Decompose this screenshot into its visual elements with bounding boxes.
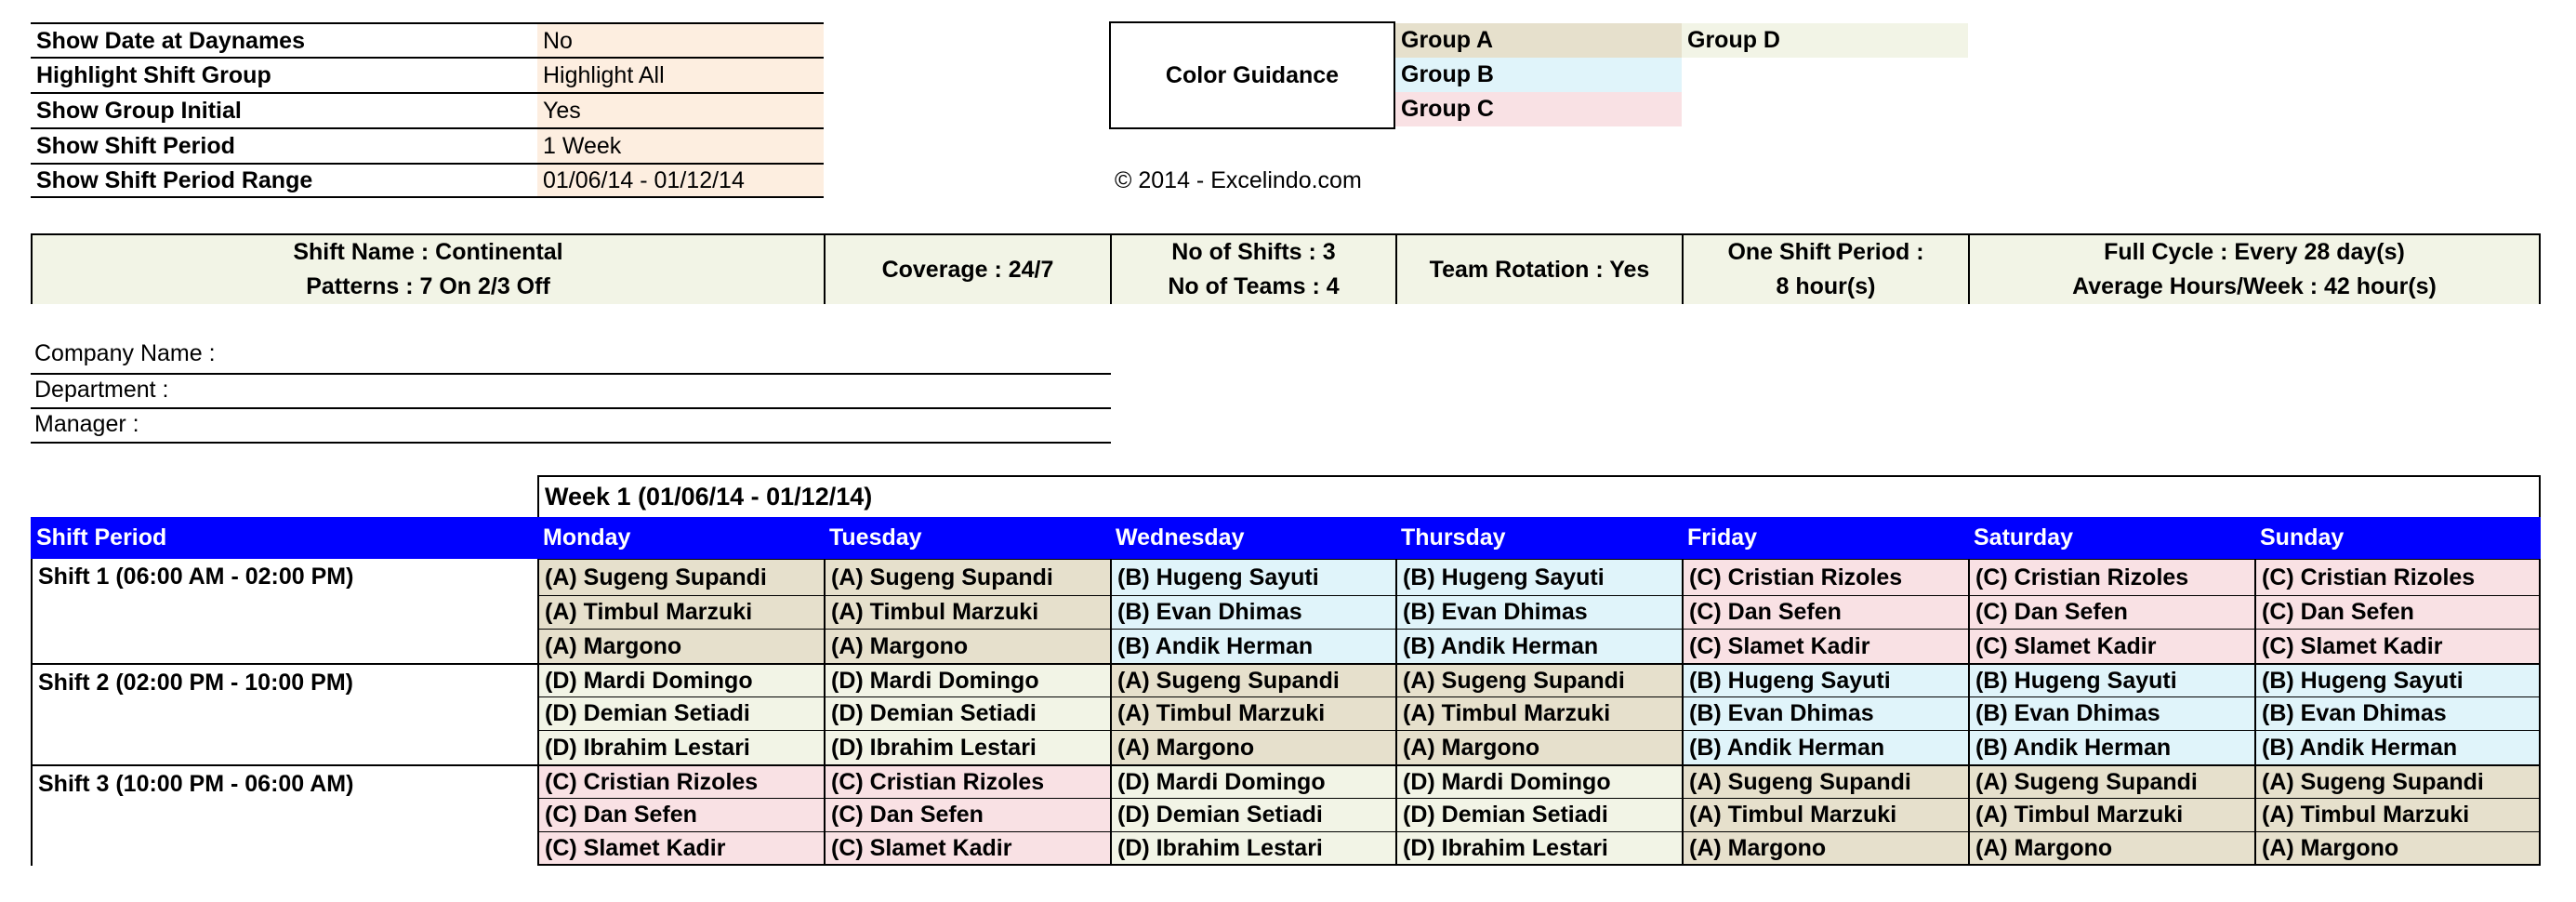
shifts-teams-cell <box>1110 233 1395 304</box>
schedule-cell[interactable]: (C) Slamet Kadir <box>824 831 1110 866</box>
schedule-cell[interactable]: (A) Timbul Marzuki <box>1682 798 1968 831</box>
schedule-cell[interactable]: (A) Margono <box>537 629 824 663</box>
full-cycle-cell-line1: Full Cycle : Every 28 day(s) <box>2104 239 2405 265</box>
setting-value[interactable]: 1 Week <box>537 127 824 163</box>
schedule-cell[interactable]: (B) Evan Dhimas <box>2254 696 2541 730</box>
color-guidance-box <box>1109 21 1395 129</box>
schedule-cell[interactable]: (C) Dan Sefen <box>824 798 1110 831</box>
schedule-cell[interactable]: (B) Hugeng Sayuti <box>1682 663 1968 696</box>
schedule-cell[interactable]: (B) Andik Herman <box>1968 730 2254 764</box>
schedule-cell[interactable]: (D) Ibrahim Lestari <box>537 730 824 764</box>
coverage-cell <box>824 233 1110 304</box>
shift-name-cell <box>31 233 824 304</box>
header-shift-period: Shift Period <box>31 517 537 559</box>
shifts-teams-cell-line1: No of Shifts : 3 <box>1171 239 1336 265</box>
company-name-label: Company Name : <box>34 340 216 366</box>
setting-label: Highlight Shift Group <box>31 57 537 92</box>
coverage-cell-line1: Coverage : 24/7 <box>881 256 1054 283</box>
manager-label: Manager : <box>34 411 139 437</box>
shift-period-cell <box>1682 233 1968 304</box>
schedule-cell[interactable]: (D) Mardi Domingo <box>1395 764 1682 798</box>
company-name-line <box>31 373 1111 375</box>
schedule-cell[interactable]: (C) Dan Sefen <box>1682 595 1968 629</box>
legend-group-d: Group D <box>1682 23 1968 58</box>
schedule-cell[interactable]: (A) Margono <box>824 629 1110 663</box>
schedule-cell[interactable]: (D) Demian Setiadi <box>537 696 824 730</box>
schedule-cell[interactable]: (B) Hugeng Sayuti <box>1110 559 1395 595</box>
schedule-cell[interactable]: (A) Sugeng Supandi <box>1395 663 1682 696</box>
schedule-cell[interactable]: (D) Ibrahim Lestari <box>824 730 1110 764</box>
shifts-teams-cell-line2: No of Teams : 4 <box>1168 273 1340 299</box>
setting-label: Show Date at Daynames <box>31 22 537 58</box>
schedule-cell[interactable]: (B) Hugeng Sayuti <box>2254 663 2541 696</box>
legend-group-a: Group A <box>1395 23 1682 58</box>
schedule-cell[interactable]: (D) Demian Setiadi <box>824 696 1110 730</box>
header-tuesday: Tuesday <box>824 517 1110 559</box>
schedule-cell[interactable]: (D) Ibrahim Lestari <box>1110 831 1395 866</box>
setting-label: Show Group Initial <box>31 92 537 127</box>
schedule-cell[interactable]: (A) Timbul Marzuki <box>1968 798 2254 831</box>
schedule-cell[interactable]: (B) Evan Dhimas <box>1395 595 1682 629</box>
legend-group-c: Group C <box>1395 92 1682 126</box>
full-cycle-cell <box>1968 233 2541 304</box>
schedule-cell[interactable]: (C) Slamet Kadir <box>2254 629 2541 663</box>
shift-name-cell: Shift 1 (06:00 AM - 02:00 PM) <box>31 559 537 663</box>
schedule-cell[interactable]: (A) Sugeng Supandi <box>1682 764 1968 798</box>
copyright-text: © 2014 - Excelindo.com <box>1115 167 1362 193</box>
schedule-cell[interactable]: (B) Evan Dhimas <box>1682 696 1968 730</box>
schedule-cell[interactable]: (B) Hugeng Sayuti <box>1968 663 2254 696</box>
shift-name-cell: Shift 3 (10:00 PM - 06:00 AM) <box>31 764 537 866</box>
schedule-cell[interactable]: (D) Demian Setiadi <box>1395 798 1682 831</box>
setting-label: Show Shift Period Range <box>31 163 537 198</box>
schedule-cell[interactable]: (C) Dan Sefen <box>2254 595 2541 629</box>
schedule-cell[interactable]: (C) Cristian Rizoles <box>1968 559 2254 595</box>
team-rotation-cell-line1: Team Rotation : Yes <box>1429 256 1650 283</box>
header-thursday: Thursday <box>1395 517 1682 559</box>
schedule-cell[interactable]: (C) Cristian Rizoles <box>1682 559 1968 595</box>
header-wednesday: Wednesday <box>1110 517 1395 559</box>
department-line <box>31 407 1111 409</box>
week-title-cell <box>537 475 2541 517</box>
schedule-cell[interactable]: (B) Andik Herman <box>2254 730 2541 764</box>
header-sunday: Sunday <box>2254 517 2541 559</box>
schedule-cell[interactable]: (B) Andik Herman <box>1395 629 1682 663</box>
schedule-cell[interactable]: (B) Andik Herman <box>1110 629 1395 663</box>
schedule-cell[interactable]: (C) Slamet Kadir <box>1968 629 2254 663</box>
shift-name-cell-line1: Shift Name : Continental <box>293 239 563 265</box>
setting-value[interactable]: Highlight All <box>537 57 824 92</box>
shift-period-cell-line1: One Shift Period : <box>1727 239 1924 265</box>
schedule-cell[interactable]: (A) Sugeng Supandi <box>1110 663 1395 696</box>
department-label: Department : <box>34 377 169 403</box>
team-rotation-cell <box>1395 233 1682 304</box>
schedule-cell[interactable]: (A) Margono <box>1968 831 2254 866</box>
schedule-cell[interactable]: (D) Demian Setiadi <box>1110 798 1395 831</box>
schedule-cell[interactable]: (A) Timbul Marzuki <box>1110 696 1395 730</box>
schedule-cell[interactable]: (C) Slamet Kadir <box>537 831 824 866</box>
schedule-cell[interactable]: (C) Cristian Rizoles <box>824 764 1110 798</box>
schedule-cell[interactable]: (C) Slamet Kadir <box>1682 629 1968 663</box>
setting-value[interactable]: Yes <box>537 92 824 127</box>
schedule-cell[interactable]: (D) Ibrahim Lestari <box>1395 831 1682 866</box>
shift-period-cell-line2: 8 hour(s) <box>1776 273 1876 299</box>
schedule-cell[interactable]: (B) Evan Dhimas <box>1968 696 2254 730</box>
shift-name-cell: Shift 2 (02:00 PM - 10:00 PM) <box>31 663 537 764</box>
schedule-cell[interactable]: (A) Sugeng Supandi <box>2254 764 2541 798</box>
legend-group-b: Group B <box>1395 58 1682 92</box>
color-guidance-title: Color Guidance <box>1165 61 1340 88</box>
schedule-cell[interactable]: (A) Margono <box>1395 730 1682 764</box>
shift-name-cell-line2: Patterns : 7 On 2/3 Off <box>306 273 550 299</box>
week-title: Week 1 (01/06/14 - 01/12/14) <box>545 483 873 511</box>
schedule-cell[interactable]: (A) Timbul Marzuki <box>537 595 824 629</box>
schedule-cell[interactable]: (D) Mardi Domingo <box>824 663 1110 696</box>
schedule-cell[interactable]: (C) Cristian Rizoles <box>537 764 824 798</box>
schedule-cell[interactable]: (A) Sugeng Supandi <box>1968 764 2254 798</box>
setting-value[interactable]: No <box>537 22 824 58</box>
schedule-cell[interactable]: (A) Margono <box>2254 831 2541 866</box>
schedule-cell[interactable]: (A) Sugeng Supandi <box>824 559 1110 595</box>
schedule-cell[interactable]: (D) Mardi Domingo <box>537 663 824 696</box>
schedule-cell[interactable]: (A) Sugeng Supandi <box>537 559 824 595</box>
header-monday: Monday <box>537 517 824 559</box>
schedule-cell[interactable]: (A) Timbul Marzuki <box>2254 798 2541 831</box>
schedule-cell[interactable]: (C) Cristian Rizoles <box>2254 559 2541 595</box>
setting-label: Show Shift Period <box>31 127 537 163</box>
setting-value[interactable]: 01/06/14 - 01/12/14 <box>537 163 824 198</box>
header-saturday: Saturday <box>1968 517 2254 559</box>
schedule-cell[interactable]: (C) Dan Sefen <box>1968 595 2254 629</box>
schedule-cell[interactable]: (A) Timbul Marzuki <box>1395 696 1682 730</box>
schedule-cell[interactable]: (D) Mardi Domingo <box>1110 764 1395 798</box>
header-friday: Friday <box>1682 517 1968 559</box>
schedule-cell[interactable]: (B) Evan Dhimas <box>1110 595 1395 629</box>
schedule-cell[interactable]: (A) Timbul Marzuki <box>824 595 1110 629</box>
schedule-cell[interactable]: (B) Hugeng Sayuti <box>1395 559 1682 595</box>
schedule-cell[interactable]: (C) Dan Sefen <box>537 798 824 831</box>
full-cycle-cell-line2: Average Hours/Week : 42 hour(s) <box>2072 273 2437 299</box>
schedule-cell[interactable]: (A) Margono <box>1682 831 1968 866</box>
schedule-cell[interactable]: (B) Andik Herman <box>1682 730 1968 764</box>
schedule-cell[interactable]: (A) Margono <box>1110 730 1395 764</box>
manager-line <box>31 442 1111 444</box>
